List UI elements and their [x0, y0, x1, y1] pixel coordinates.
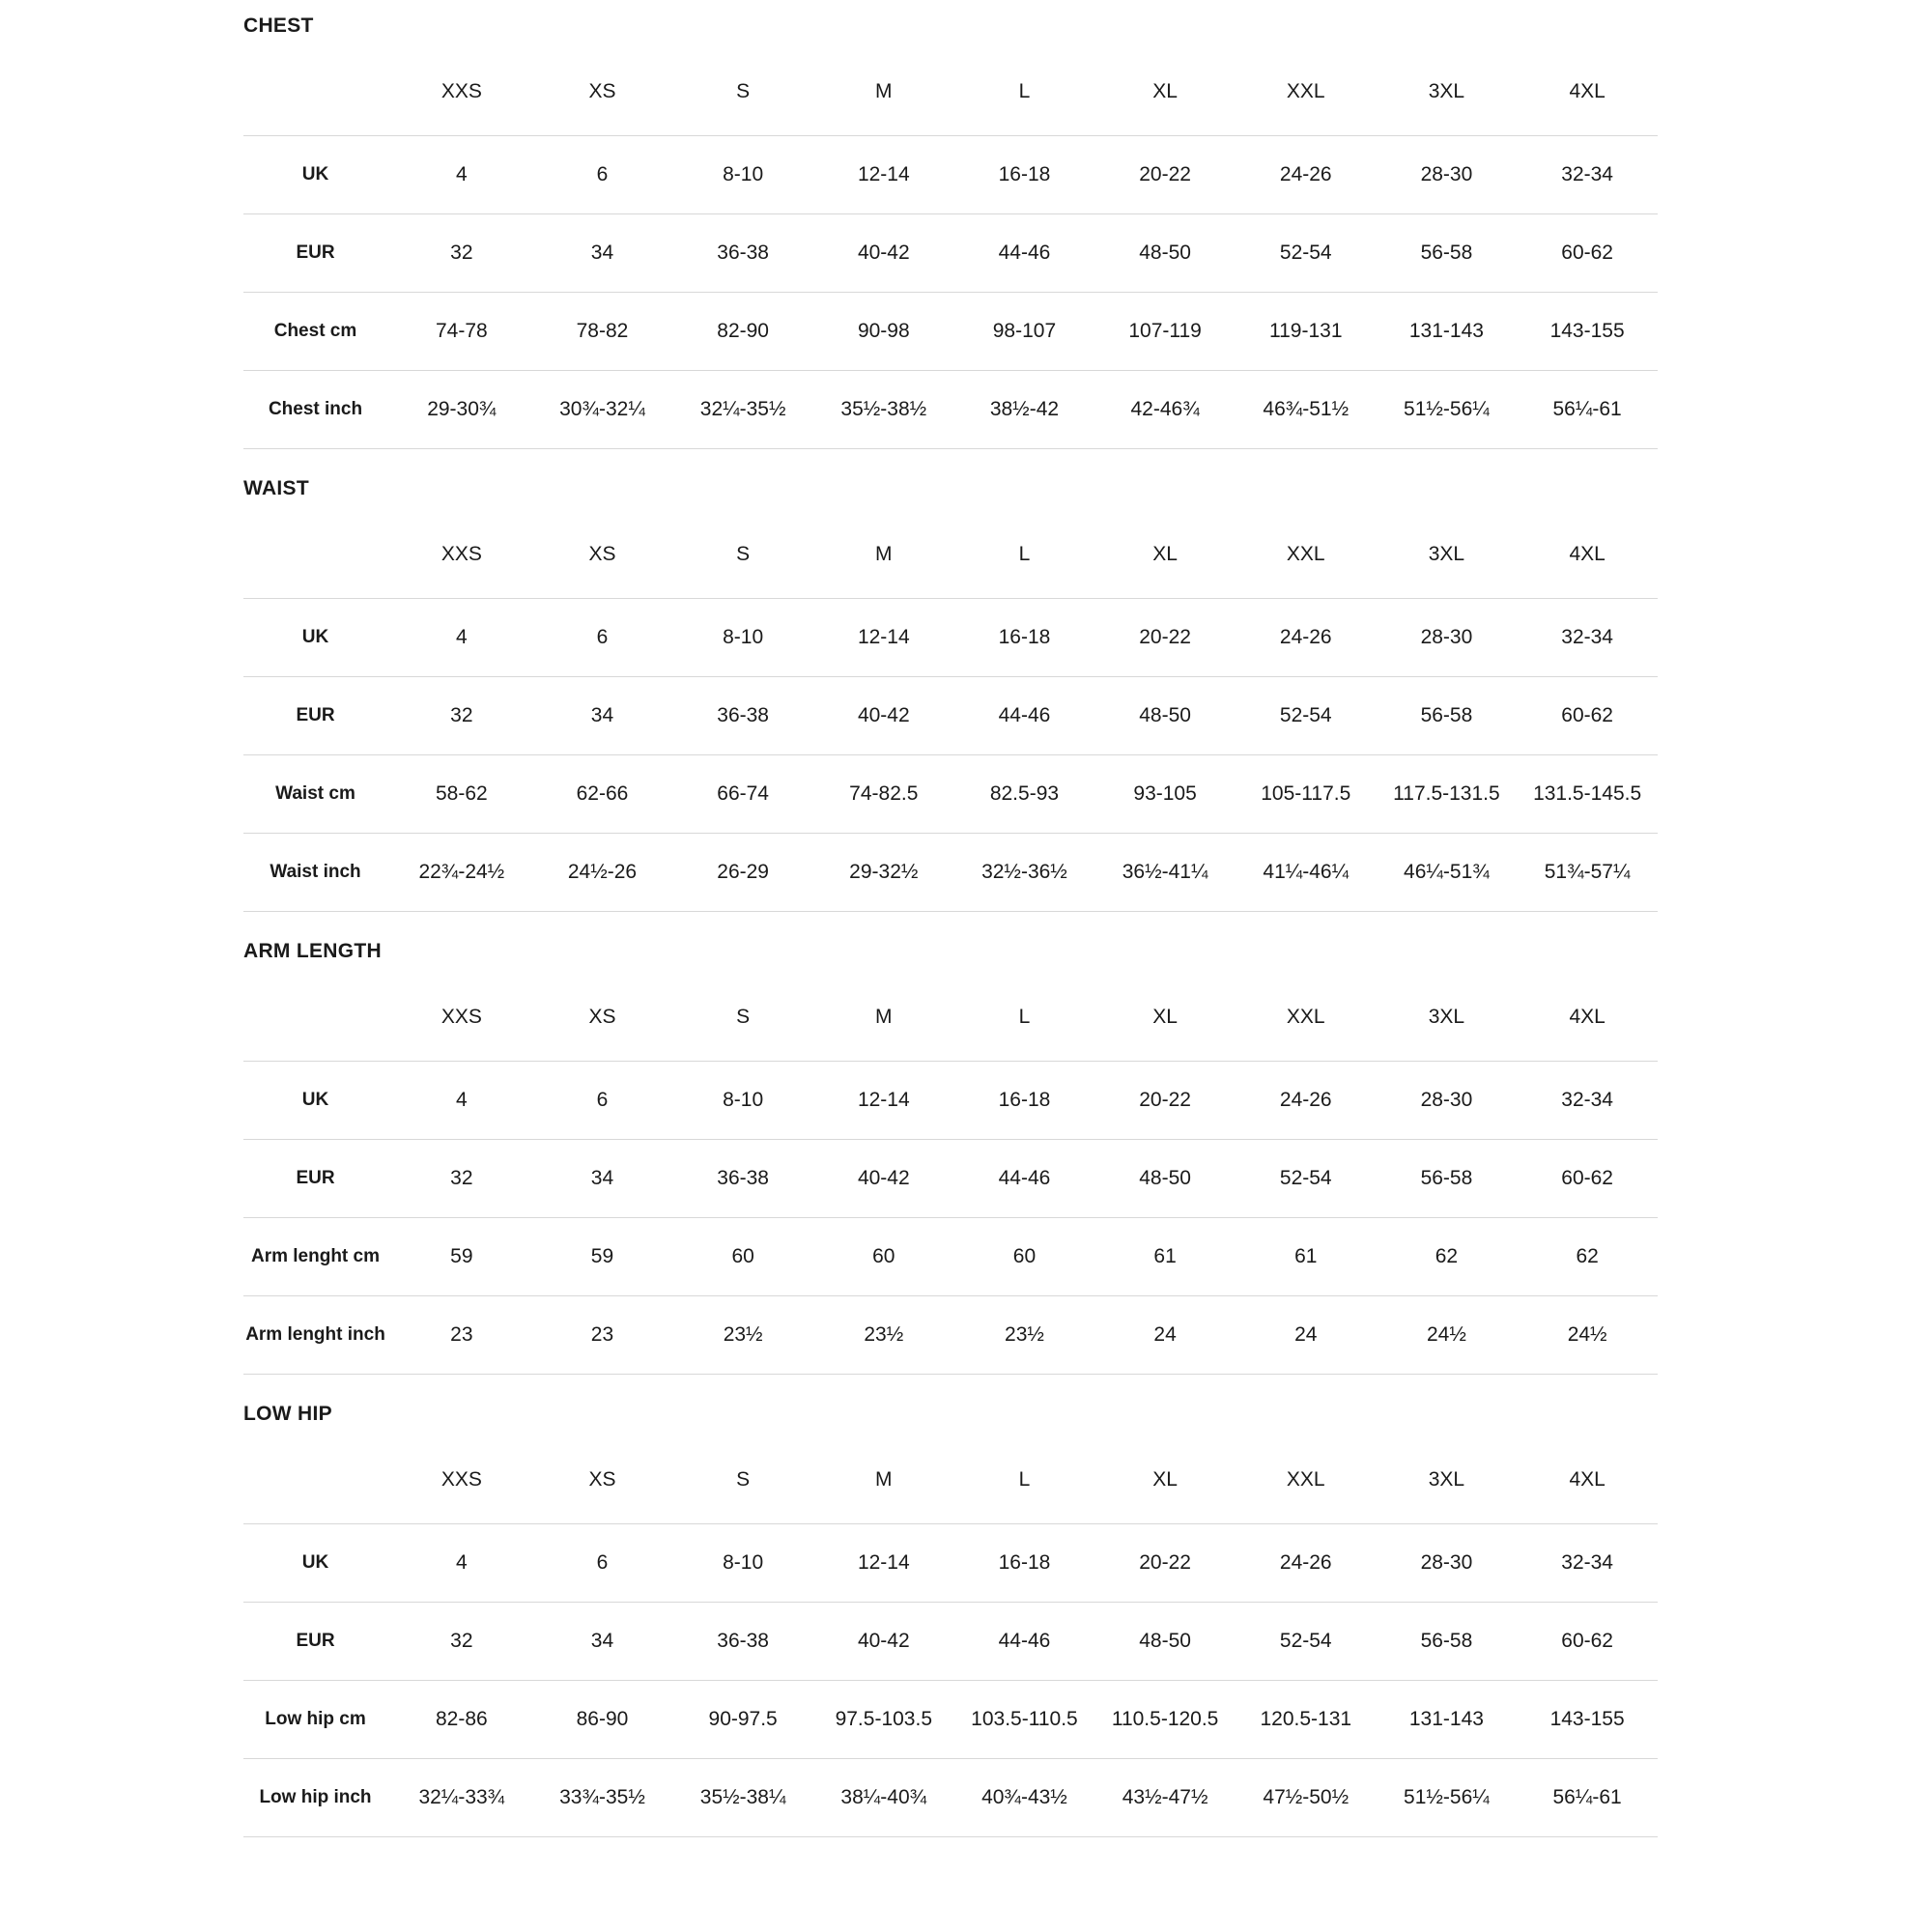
- size-value-cell: 43½-47½: [1094, 1759, 1236, 1837]
- size-value-cell: 97.5-103.5: [813, 1681, 954, 1759]
- size-value-cell: 42-46¾: [1094, 371, 1236, 449]
- size-value-cell: 20-22: [1094, 1524, 1236, 1603]
- size-header-row: [243, 1433, 1658, 1524]
- row-label-eur: EUR: [243, 1140, 391, 1218]
- size-header-row: [243, 507, 1658, 599]
- size-value-cell: 41¼-46¼: [1236, 834, 1377, 912]
- size-value-cell: 131.5-145.5: [1517, 755, 1658, 834]
- size-value-cell: 62-66: [532, 755, 673, 834]
- size-value-cell: 6: [532, 1062, 673, 1140]
- table-row-eur: [243, 1140, 1658, 1218]
- row-label-eur: EUR: [243, 677, 391, 755]
- size-col-header-xl: XL: [1094, 507, 1236, 599]
- size-header-row: [243, 970, 1658, 1062]
- size-value-cell: 56¼-61: [1517, 1759, 1658, 1837]
- corner-cell: [243, 1433, 391, 1524]
- size-section-arm-length: [243, 939, 1658, 1375]
- size-value-cell: 32¼-33¾: [391, 1759, 532, 1837]
- size-value-cell: 47½-50½: [1236, 1759, 1377, 1837]
- size-value-cell: 34: [532, 1603, 673, 1681]
- size-value-cell: 8-10: [672, 599, 813, 677]
- size-col-header-xxl: XXL: [1236, 1433, 1377, 1524]
- size-value-cell: 32½-36½: [954, 834, 1095, 912]
- size-tables: [243, 14, 1658, 1837]
- size-value-cell: 117.5-131.5: [1377, 755, 1518, 834]
- size-value-cell: 60-62: [1517, 1603, 1658, 1681]
- table-row-chest-inch: [243, 371, 1658, 449]
- size-value-cell: 8-10: [672, 1062, 813, 1140]
- size-value-cell: 40¾-43½: [954, 1759, 1095, 1837]
- size-table-low-hip: [243, 1433, 1658, 1837]
- size-value-cell: 40-42: [813, 1603, 954, 1681]
- size-value-cell: 61: [1236, 1218, 1377, 1296]
- size-value-cell: 24½-26: [532, 834, 673, 912]
- size-col-header-m: M: [813, 1433, 954, 1524]
- table-row-eur: [243, 677, 1658, 755]
- size-value-cell: 16-18: [954, 599, 1095, 677]
- size-section-low-hip: [243, 1402, 1658, 1837]
- size-value-cell: 36-38: [672, 677, 813, 755]
- size-value-cell: 28-30: [1377, 136, 1518, 214]
- size-value-cell: 143-155: [1517, 1681, 1658, 1759]
- size-col-header-l: L: [954, 970, 1095, 1062]
- table-row-low-hip-cm: [243, 1681, 1658, 1759]
- size-value-cell: 86-90: [532, 1681, 673, 1759]
- size-value-cell: 8-10: [672, 136, 813, 214]
- size-col-header-3xl: 3XL: [1377, 44, 1518, 136]
- size-value-cell: 32-34: [1517, 1524, 1658, 1603]
- row-label-eur: EUR: [243, 214, 391, 293]
- size-value-cell: 74-78: [391, 293, 532, 371]
- size-value-cell: 16-18: [954, 1062, 1095, 1140]
- size-value-cell: 82.5-93: [954, 755, 1095, 834]
- row-label-chest-cm: Chest cm: [243, 293, 391, 371]
- size-value-cell: 32: [391, 677, 532, 755]
- size-value-cell: 36-38: [672, 1140, 813, 1218]
- size-col-header-3xl: 3XL: [1377, 1433, 1518, 1524]
- size-value-cell: 23½: [954, 1296, 1095, 1375]
- size-col-header-3xl: 3XL: [1377, 970, 1518, 1062]
- size-value-cell: 51½-56¼: [1377, 371, 1518, 449]
- size-value-cell: 40-42: [813, 214, 954, 293]
- size-value-cell: 38½-42: [954, 371, 1095, 449]
- size-value-cell: 34: [532, 677, 673, 755]
- table-row-waist-cm: [243, 755, 1658, 834]
- size-value-cell: 51¾-57¼: [1517, 834, 1658, 912]
- size-value-cell: 29-32½: [813, 834, 954, 912]
- size-value-cell: 23½: [813, 1296, 954, 1375]
- size-value-cell: 32: [391, 1603, 532, 1681]
- size-value-cell: 28-30: [1377, 1524, 1518, 1603]
- size-value-cell: 24-26: [1236, 136, 1377, 214]
- size-value-cell: 4: [391, 1524, 532, 1603]
- size-value-cell: 24-26: [1236, 1524, 1377, 1603]
- size-value-cell: 24-26: [1236, 1062, 1377, 1140]
- size-col-header-s: S: [672, 507, 813, 599]
- size-value-cell: 40-42: [813, 677, 954, 755]
- size-col-header-xs: XS: [532, 507, 673, 599]
- size-col-header-3xl: 3XL: [1377, 507, 1518, 599]
- table-row-uk: [243, 599, 1658, 677]
- size-value-cell: 6: [532, 1524, 673, 1603]
- section-title-waist: WAIST: [243, 477, 309, 499]
- size-value-cell: 110.5-120.5: [1094, 1681, 1236, 1759]
- size-value-cell: 52-54: [1236, 677, 1377, 755]
- size-value-cell: 23: [391, 1296, 532, 1375]
- size-value-cell: 82-86: [391, 1681, 532, 1759]
- size-value-cell: 24½: [1517, 1296, 1658, 1375]
- size-value-cell: 131-143: [1377, 1681, 1518, 1759]
- size-value-cell: 56-58: [1377, 677, 1518, 755]
- size-value-cell: 90-97.5: [672, 1681, 813, 1759]
- size-value-cell: 62: [1517, 1218, 1658, 1296]
- size-value-cell: 16-18: [954, 136, 1095, 214]
- section-title-chest: CHEST: [243, 14, 314, 37]
- size-value-cell: 32-34: [1517, 599, 1658, 677]
- row-label-chest-inch: Chest inch: [243, 371, 391, 449]
- size-value-cell: 20-22: [1094, 1062, 1236, 1140]
- size-col-header-s: S: [672, 44, 813, 136]
- size-value-cell: 35½-38¼: [672, 1759, 813, 1837]
- size-section-chest: [243, 14, 1658, 449]
- size-value-cell: 119-131: [1236, 293, 1377, 371]
- size-value-cell: 36-38: [672, 1603, 813, 1681]
- row-label-low-hip-inch: Low hip inch: [243, 1759, 391, 1837]
- size-value-cell: 107-119: [1094, 293, 1236, 371]
- size-value-cell: 52-54: [1236, 1140, 1377, 1218]
- size-value-cell: 48-50: [1094, 677, 1236, 755]
- size-value-cell: 59: [391, 1218, 532, 1296]
- row-label-waist-cm: Waist cm: [243, 755, 391, 834]
- size-value-cell: 30¾-32¼: [532, 371, 673, 449]
- size-value-cell: 46¾-51½: [1236, 371, 1377, 449]
- size-value-cell: 52-54: [1236, 214, 1377, 293]
- size-col-header-l: L: [954, 1433, 1095, 1524]
- size-value-cell: 51½-56¼: [1377, 1759, 1518, 1837]
- size-value-cell: 32¼-35½: [672, 371, 813, 449]
- size-col-header-l: L: [954, 507, 1095, 599]
- size-col-header-m: M: [813, 507, 954, 599]
- size-value-cell: 22¾-24½: [391, 834, 532, 912]
- size-value-cell: 56¼-61: [1517, 371, 1658, 449]
- size-value-cell: 48-50: [1094, 214, 1236, 293]
- size-value-cell: 60-62: [1517, 214, 1658, 293]
- size-value-cell: 48-50: [1094, 1603, 1236, 1681]
- size-value-cell: 24: [1094, 1296, 1236, 1375]
- size-col-header-m: M: [813, 970, 954, 1062]
- size-value-cell: 32-34: [1517, 136, 1658, 214]
- size-value-cell: 103.5-110.5: [954, 1681, 1095, 1759]
- size-value-cell: 143-155: [1517, 293, 1658, 371]
- size-value-cell: 44-46: [954, 1140, 1095, 1218]
- size-col-header-s: S: [672, 1433, 813, 1524]
- row-label-uk: UK: [243, 1062, 391, 1140]
- size-value-cell: 56-58: [1377, 1140, 1518, 1218]
- size-col-header-xxs: XXS: [391, 970, 532, 1062]
- size-value-cell: 62: [1377, 1218, 1518, 1296]
- size-value-cell: 12-14: [813, 1062, 954, 1140]
- section-title-arm-length: ARM LENGTH: [243, 940, 382, 962]
- size-value-cell: 40-42: [813, 1140, 954, 1218]
- size-value-cell: 61: [1094, 1218, 1236, 1296]
- size-col-header-xxs: XXS: [391, 44, 532, 136]
- size-value-cell: 56-58: [1377, 1603, 1518, 1681]
- table-row-chest-cm: [243, 293, 1658, 371]
- size-value-cell: 29-30¾: [391, 371, 532, 449]
- size-value-cell: 20-22: [1094, 136, 1236, 214]
- size-col-header-4xl: 4XL: [1517, 507, 1658, 599]
- size-value-cell: 24-26: [1236, 599, 1377, 677]
- size-value-cell: 32: [391, 1140, 532, 1218]
- size-value-cell: 34: [532, 1140, 673, 1218]
- size-value-cell: 52-54: [1236, 1603, 1377, 1681]
- size-value-cell: 32: [391, 214, 532, 293]
- size-value-cell: 23: [532, 1296, 673, 1375]
- size-col-header-xxl: XXL: [1236, 507, 1377, 599]
- size-value-cell: 36½-41¼: [1094, 834, 1236, 912]
- size-value-cell: 16-18: [954, 1524, 1095, 1603]
- size-value-cell: 44-46: [954, 1603, 1095, 1681]
- size-value-cell: 44-46: [954, 214, 1095, 293]
- row-label-uk: UK: [243, 136, 391, 214]
- size-value-cell: 60: [954, 1218, 1095, 1296]
- size-col-header-xxs: XXS: [391, 1433, 532, 1524]
- size-value-cell: 8-10: [672, 1524, 813, 1603]
- size-col-header-xl: XL: [1094, 44, 1236, 136]
- table-row-arm-length-inch: [243, 1296, 1658, 1375]
- size-col-header-xxl: XXL: [1236, 44, 1377, 136]
- size-value-cell: 20-22: [1094, 599, 1236, 677]
- size-value-cell: 60: [672, 1218, 813, 1296]
- row-label-low-hip-cm: Low hip cm: [243, 1681, 391, 1759]
- size-value-cell: 105-117.5: [1236, 755, 1377, 834]
- size-value-cell: 38¼-40¾: [813, 1759, 954, 1837]
- size-value-cell: 12-14: [813, 599, 954, 677]
- size-table-waist: [243, 507, 1658, 912]
- size-value-cell: 98-107: [954, 293, 1095, 371]
- size-value-cell: 46¼-51¾: [1377, 834, 1518, 912]
- size-value-cell: 12-14: [813, 136, 954, 214]
- size-value-cell: 58-62: [391, 755, 532, 834]
- corner-cell: [243, 970, 391, 1062]
- size-value-cell: 26-29: [672, 834, 813, 912]
- size-col-header-l: L: [954, 44, 1095, 136]
- table-row-uk: [243, 136, 1658, 214]
- size-value-cell: 66-74: [672, 755, 813, 834]
- size-value-cell: 131-143: [1377, 293, 1518, 371]
- table-row-waist-inch: [243, 834, 1658, 912]
- size-value-cell: 78-82: [532, 293, 673, 371]
- corner-cell: [243, 44, 391, 136]
- size-value-cell: 36-38: [672, 214, 813, 293]
- table-row-low-hip-inch: [243, 1759, 1658, 1837]
- table-row-arm-length-cm: [243, 1218, 1658, 1296]
- size-col-header-xs: XS: [532, 1433, 673, 1524]
- size-value-cell: 35½-38½: [813, 371, 954, 449]
- size-value-cell: 24: [1236, 1296, 1377, 1375]
- size-value-cell: 6: [532, 599, 673, 677]
- size-table-arm-length: [243, 970, 1658, 1375]
- size-value-cell: 6: [532, 136, 673, 214]
- size-col-header-m: M: [813, 44, 954, 136]
- size-value-cell: 4: [391, 599, 532, 677]
- size-value-cell: 60-62: [1517, 1140, 1658, 1218]
- size-value-cell: 82-90: [672, 293, 813, 371]
- size-value-cell: 90-98: [813, 293, 954, 371]
- size-value-cell: 33¾-35½: [532, 1759, 673, 1837]
- table-row-uk: [243, 1062, 1658, 1140]
- size-value-cell: 28-30: [1377, 599, 1518, 677]
- size-col-header-4xl: 4XL: [1517, 44, 1658, 136]
- size-value-cell: 12-14: [813, 1524, 954, 1603]
- size-value-cell: 59: [532, 1218, 673, 1296]
- size-value-cell: 74-82.5: [813, 755, 954, 834]
- size-value-cell: 28-30: [1377, 1062, 1518, 1140]
- size-value-cell: 23½: [672, 1296, 813, 1375]
- size-value-cell: 120.5-131: [1236, 1681, 1377, 1759]
- row-label-waist-inch: Waist inch: [243, 834, 391, 912]
- size-value-cell: 60-62: [1517, 677, 1658, 755]
- size-value-cell: 4: [391, 136, 532, 214]
- table-row-eur: [243, 1603, 1658, 1681]
- size-col-header-4xl: 4XL: [1517, 970, 1658, 1062]
- corner-cell: [243, 507, 391, 599]
- row-label-uk: UK: [243, 1524, 391, 1603]
- size-value-cell: 4: [391, 1062, 532, 1140]
- size-section-waist: [243, 476, 1658, 912]
- size-value-cell: 44-46: [954, 677, 1095, 755]
- table-row-uk: [243, 1524, 1658, 1603]
- size-value-cell: 56-58: [1377, 214, 1518, 293]
- table-row-eur: [243, 214, 1658, 293]
- size-col-header-xl: XL: [1094, 970, 1236, 1062]
- size-value-cell: 48-50: [1094, 1140, 1236, 1218]
- row-label-arm-length-inch: Arm lenght inch: [243, 1296, 391, 1375]
- size-col-header-xl: XL: [1094, 1433, 1236, 1524]
- size-col-header-4xl: 4XL: [1517, 1433, 1658, 1524]
- size-col-header-s: S: [672, 970, 813, 1062]
- size-value-cell: 34: [532, 214, 673, 293]
- size-value-cell: 32-34: [1517, 1062, 1658, 1140]
- row-label-uk: UK: [243, 599, 391, 677]
- row-label-arm-length-cm: Arm lenght cm: [243, 1218, 391, 1296]
- size-col-header-xxl: XXL: [1236, 970, 1377, 1062]
- size-col-header-xs: XS: [532, 970, 673, 1062]
- size-header-row: [243, 44, 1658, 136]
- section-title-low-hip: LOW HIP: [243, 1403, 332, 1425]
- size-value-cell: 24½: [1377, 1296, 1518, 1375]
- size-col-header-xxs: XXS: [391, 507, 532, 599]
- size-value-cell: 93-105: [1094, 755, 1236, 834]
- size-value-cell: 60: [813, 1218, 954, 1296]
- size-table-chest: [243, 44, 1658, 449]
- row-label-eur: EUR: [243, 1603, 391, 1681]
- size-col-header-xs: XS: [532, 44, 673, 136]
